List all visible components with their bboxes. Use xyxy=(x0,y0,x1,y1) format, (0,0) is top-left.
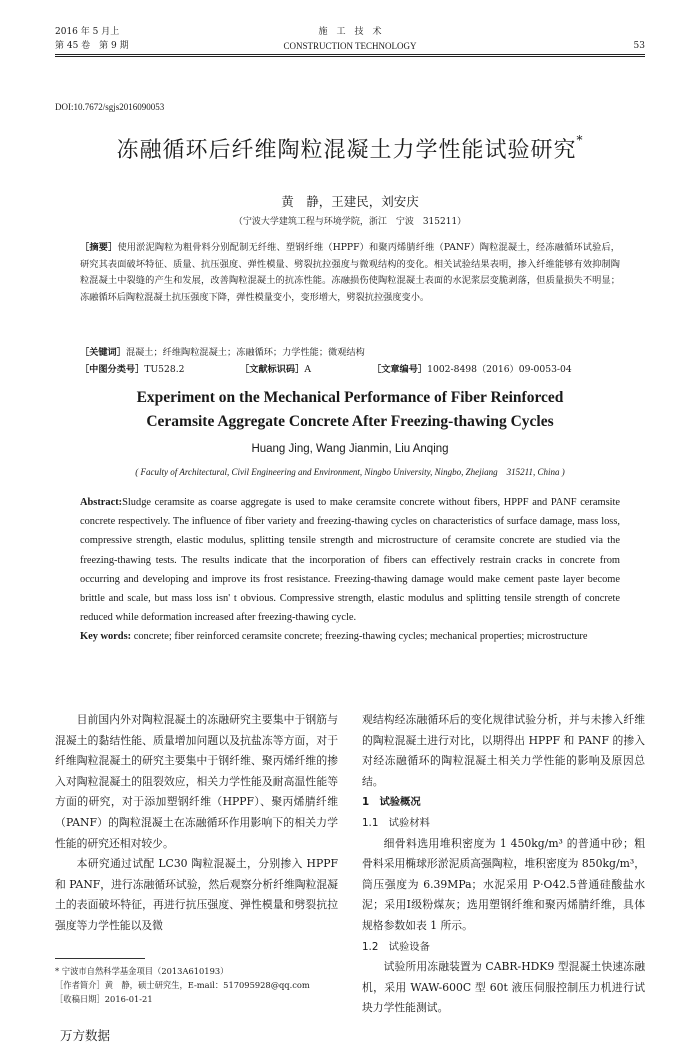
body-column-left xyxy=(55,710,338,937)
title-footnote-mark: * xyxy=(576,133,584,147)
abstract-en xyxy=(80,493,620,647)
abstract-en-label: Abstract: xyxy=(80,497,123,508)
clc-label: ［中图分类号］ xyxy=(80,364,145,375)
header-journal-en: CONSTRUCTION TECHNOLOGY xyxy=(283,41,417,51)
authors-en: Huang Jing, Wang Jianmin, Liu Anqing xyxy=(251,443,449,455)
abstract-cn xyxy=(80,240,620,306)
affiliation-cn: （宁波大学建筑工程与环境学院，浙江 宁波 315211） xyxy=(233,217,467,227)
section-heading-1-2: 1.2 试验设备 xyxy=(362,940,430,953)
keywords-en-label: Key words: xyxy=(80,631,132,643)
body-paragraph: 本研究通过试配 LC30 陶粒混凝土，分别掺入 HPPF 和 PANF，进行冻融循环试验，然后观察分析纤维陶粒混凝土的表面破坏特征，再进行抗压强度、弹性模量和劈裂抗拉强度等力学性能以及微 xyxy=(55,857,338,932)
title-en-line2: Ceramsite Aggregate Concrete After Freezing-thawing Cycles xyxy=(146,413,554,430)
keywords-cn-label: ［关键词］ xyxy=(80,347,126,358)
title-cn-text: 冻融循环后纤维陶粒混凝土力学性能试验研究 xyxy=(116,138,577,163)
watermark-text: 万方数据 xyxy=(60,1028,111,1043)
keywords-cn-text: 混凝土；纤维陶粒混凝土；冻融循环；力学性能；微观结构 xyxy=(125,347,365,358)
body-paragraph: 观结构经冻融循环后的变化规律试验分析，并与未掺入纤维的陶粒混凝土进行对比，以期得出 HPPF 和 PANF 的掺入对经冻融循环的陶粒混凝土相关力学性能的影响及原因总结。 xyxy=(362,713,645,788)
header-date: 2016 年 5 月上 xyxy=(55,27,120,37)
clc-value: TU528.2 xyxy=(144,364,185,375)
section-heading-1-1: 1.1 试验材料 xyxy=(362,816,430,829)
footnote-fund: * 宁波市自然科学基金项目（2013A610193） xyxy=(55,966,229,976)
header-rule-bottom xyxy=(55,56,645,57)
affiliation-en: ( Faculty of Architectural, Civil Engineering and Environment, Ningbo University, Ningbo, Zhejiang 315211, China ) xyxy=(135,467,565,477)
footnote-rule xyxy=(55,958,145,959)
header-journal-cn: 施 工 技 术 xyxy=(318,27,382,37)
article-no-value: 1002-8498（2016）09-0053-04 xyxy=(427,364,572,375)
doc-code-value: A xyxy=(304,364,311,375)
header-rule-top xyxy=(55,54,645,55)
footnote-received: ［收稿日期］2016-01-21 xyxy=(55,994,153,1004)
footnote-author: ［作者简介］黄 静，硕士研究生，E-mail：517095928@qq.com xyxy=(55,980,310,990)
page-number: 53 xyxy=(633,41,645,51)
keywords-cn xyxy=(80,345,620,362)
abstract-cn-label: ［摘要］ xyxy=(80,242,118,253)
title-cn xyxy=(0,133,700,164)
header-volume: 第 45 卷 第 9 期 xyxy=(55,41,129,51)
doi: DOI:10.7672/sgjs2016090053 xyxy=(55,102,165,112)
body-column-right xyxy=(362,710,645,1019)
body-paragraph: 细骨料选用堆积密度为 1 450kg/m³ 的普通中砂；粗骨料采用椭球形淤泥质高强陶粒，堆积密度为 850kg/m³，筒压强度为 6.39MPa；水泥采用 P·O42.5普通硅酸盐水泥；采用Ⅰ级粉煤灰；选用塑钢纤维和聚丙烯腈纤维，具体规格参数如表 1 所示。 xyxy=(362,836,645,932)
article-no-label: ［文章编号］ xyxy=(372,364,428,375)
body-paragraph: 目前国内外对陶粒混凝土的冻融研究主要集中于钢筋与混凝土的黏结性能、质量增加问题以及抗盐冻等方面，对于纤维陶粒混凝土的研究主要集中于钢纤维、聚丙烯纤维的掺入对陶粒混凝土的阻裂效应，相关力学性能及耐高温性能等方面的研究，对于添加塑钢纤维（HPPF）、聚丙烯腈纤维（PANF）的陶粒混凝土在冻融循环作用影响下的相关力学性能的研究还相对较少。 xyxy=(55,713,338,850)
doc-code-label: ［文献标识码］ xyxy=(240,364,305,375)
body-paragraph: 试验所用冻融装置为 CABR-HDK9 型混凝土快速冻融机，采用 WAW-600C 型 60t 液压伺服控制压力机进行试块力学性能测试。 xyxy=(362,960,645,1015)
footnotes xyxy=(55,964,345,1006)
title-en xyxy=(0,386,700,434)
section-heading-1: 1 试验概况 xyxy=(362,796,421,809)
abstract-cn-text: 使用淤泥陶粒为粗骨料分别配制无纤维、塑钢纤维（HPPF）和聚丙烯腈纤维（PANF）陶粒混凝土，经冻融循环试验后，研究其表面破坏特征、质量、抗压强度、弹性模量、劈裂抗拉强度与微观结构的变化。相关试验结果表明，掺入纤维能够有效抑制陶粒混凝土中裂缝的产生和发展，改善陶粒混凝土的抗冻性能。冻融损伤使陶粒混凝土表面的水泥浆层变脆剥落，但质量损失不明显；冻融循环后陶粒混凝土抗压强度下降，弹性模量变小，变形增大，劈裂抗拉强度变小。 xyxy=(80,242,620,303)
title-en-line1: Experiment on the Mechanical Performance of Fiber Reinforced xyxy=(136,389,564,406)
keywords-en-text: concrete; fiber reinforced ceramsite concrete; freezing-thawing cycles; mechanical properties; microstructure xyxy=(133,631,588,643)
authors-cn: 黄 静，王建民，刘安庆 xyxy=(281,194,419,209)
abstract-en-text: Sludge ceramsite as coarse aggregate is used to make ceramsite concrete without fibers, HPPF and PANF ceramsite concrete respectively. The influence of fiber variety and freezing-thawing cycles on characteristics of surface damage, mass loss, compressive strength, elastic modulus, splitting tensile strength and microstructure of ceramsite concrete are studied via the freezing-thawing tests. The results indicate that the incorporation of fibers can effectively restrain cracks in concrete from occurring and developing and improve its frost resistance. Freezing-thawing damage would make cement paste layer become brittle and scale, but mass loss isn' t obvious. Compressive strength, elastic modulus and splitting tensile strength of concrete reduced while deformation increased after freezing-thawing cycle. xyxy=(80,497,620,624)
